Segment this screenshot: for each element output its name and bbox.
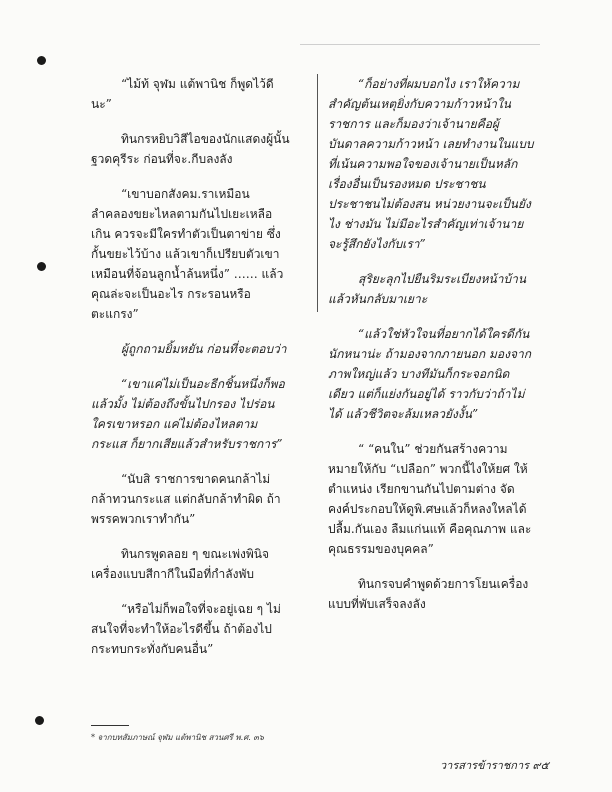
right-column: [328, 74, 534, 629]
paragraph: “นับสิ ราชการขาดคนกล้าไม่กล้าทวนกระแส แต่กลับกล้าทำผิด ถ้าพรรคพวกเราทำกัน”: [91, 472, 281, 526]
paragraph: “ไม้ท้ จุฬม แต้พานิช ก็พูดไว้ดีนะ”: [91, 77, 274, 111]
punch-hole-top: [37, 56, 46, 65]
paragraph: “เขาบอกสังคม.ราเหมือนลำคลองขยะไหลตามกันไปเยะเหลือเกิน ควรจะมีใครทำตัวเป็นตาข่าย ซึ่งกั้นขยะไว้บ้าง แล้วเขาก็เปรียบตัวเขาเหมือนที่จ้อนลูกน้ำล้นหนึ่ง” …… แล้วคุณล่ะจะเป็นอะไร กระรอนหรือตะแกรง”: [91, 187, 284, 321]
left-column: [91, 74, 291, 674]
footnote-divider: [91, 725, 129, 726]
footnote: * จากบทสัมภาษณ์ จุฬม แต้พานิช สวนศรี พ.ศ. ๓๖: [91, 733, 264, 742]
paragraph: ทินกรหยิบวิสีไอของนักแสดงผู้นั้นฐวดคุรีระ ก่อนที่จะ.กีบลงลัง: [91, 132, 290, 166]
paragraph: “หรือไม่ก็พอใจที่จะอยู่เฉย ๆ ไม่สนใจที่จะทำให้อะไรดีขึ้น ถ้าต้องไปกระทบกระทั่งกับคนอื่น”: [91, 602, 281, 656]
paragraph: ทินกรพูดลอย ๆ ขณะเพ่งพินิจเครื่องแบบสีกากีในมือที่กำลังพับ: [91, 547, 269, 581]
paragraph: “แล้วใช่หัวใจนที่อยากได้ใครดีกันนักหนาน่ะ ถ้ามองจากภายนอก มองจากภาพใหญ่แล้ว บางทีมันก็กระจอกนิดเดียว แต่ก็แย่งกันอยู่ได้ ราวกับว่าถ้าไม่ได้ แล้วชีวิตจะล้มเหลวยังงั้น”: [328, 327, 531, 421]
paragraph: “เขาแค่ไม่เป็นอะธีกชิ้นหนึ่งก็พอแล้วมั้ง ไม่ต้องถึงขั้นไปกรอง ไปร่อนใครเขาหรอก แค่ไม่ต้องไหลตามกระแส ก็ยากเสียแล้วสำหรับราชการ”: [91, 377, 285, 451]
paragraph: สุริยะลุกไปยืนริมระเบียงหน้าบ้านแล้วหันกลับมาเยาะ: [328, 272, 527, 306]
punch-hole-middle: [37, 262, 46, 271]
paragraph: ทินกรจบคำพูดด้วยการโยนเครื่องแบบที่พับเสร็จลงลัง: [328, 577, 529, 611]
paragraph: ผู้ถูกถามยิ้มหยัน ก่อนที่จะตอบว่า: [121, 342, 287, 356]
page-footer: วารสารข้าราชการ ๙๕: [440, 759, 549, 772]
top-rule: [300, 44, 540, 45]
punch-hole-bottom: [35, 716, 44, 725]
paragraph: “ก็อย่างที่ผมบอกไง เราให้ความสำคัญต้นเหตุยิ่งกับความก้าวหน้าในราชการ และก็มองว่าเจ้านายคือผู้บันดาลความก้าวหน้า เลยทำงานในแบบที่เน้นความพอใจของเจ้านายเป็นหลัก เรื่องอื่นเป็นรองหมด ประชาชน ประชาชนไม่ต้องสน หน่วยงานจะเป็นยังไง ช่างมัน ไม่มีอะไรสำคัญเท่าเจ้านายจะรู้สึกยังไงกับเรา”: [328, 77, 534, 251]
paragraph: “ “คนใน” ช่วยกันสร้างความหมายให้กับ “เปลือก” พวกนี้ไงให้ยศ ให้ตำแหน่ง เรียกขานกันไปตามต่าง จัดคงค์ประกอบให้ดูพิ.ศษแล้วก็หลงใหลได้ปลื้ม.กันเอง ลืมแก่นแท้ คือคุณภาพ และคุณธรรมของบุคคล”: [328, 442, 532, 556]
column-rule: [317, 74, 318, 312]
